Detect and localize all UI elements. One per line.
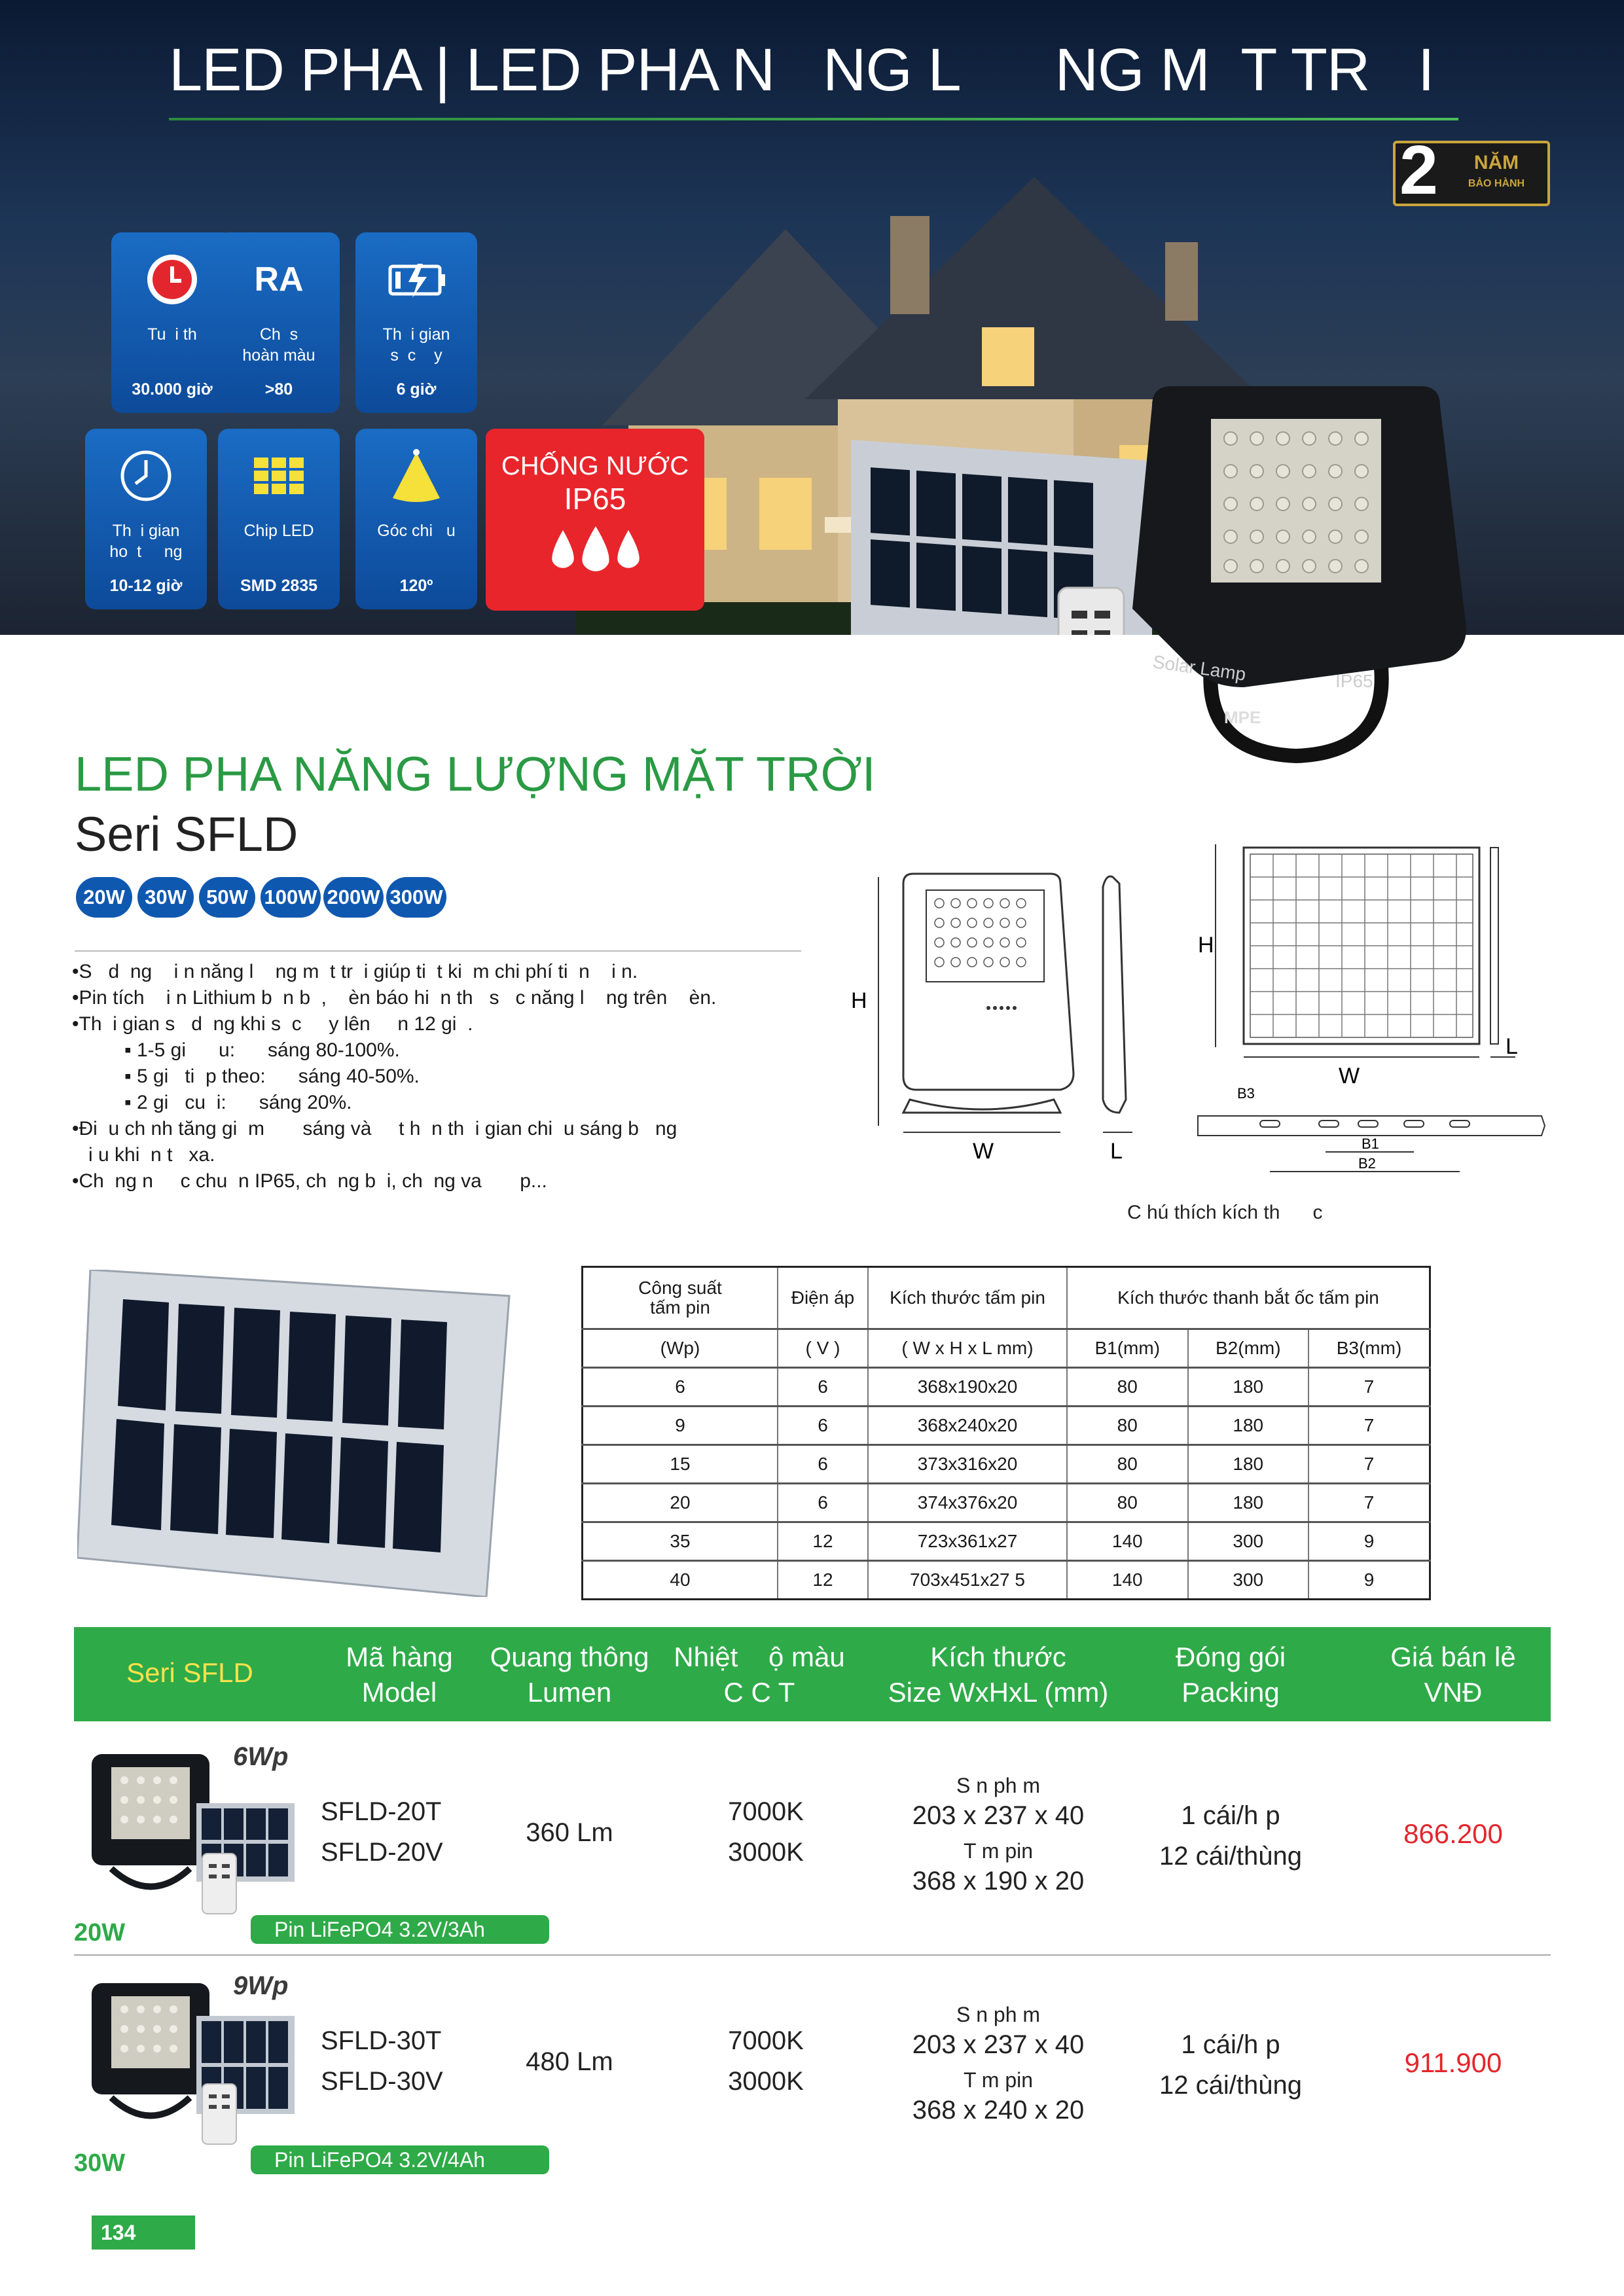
led-chip-icon [246, 443, 312, 509]
cct-value: 3000K [728, 2067, 804, 2096]
header-lumen [478, 1640, 661, 1710]
header-vi: Quang thông [490, 1641, 649, 1672]
warranty-number: 2 [1399, 132, 1438, 209]
cell: 6 [583, 1368, 778, 1407]
waterproof-code: IP65 [564, 482, 626, 516]
packing-box: 1 cái/h p [1181, 2030, 1280, 2059]
table-units-row [583, 1329, 1430, 1368]
unit-cell: ( V ) [778, 1329, 868, 1368]
size-product-label: S n ph m [956, 2003, 1041, 2026]
unit-cell: B3(mm) [1308, 1329, 1430, 1368]
lamp-rating: IP65 [1335, 671, 1373, 691]
cct-value: 7000K [728, 2026, 804, 2055]
feature-item: •Th i gian s d ng khi s c y lên n 12 gi . [72, 1013, 473, 1035]
feature-value: SMD 2835 [240, 577, 318, 595]
header-en: Lumen [527, 1677, 612, 1708]
feature-value: 120º [399, 577, 433, 595]
panel-dimension-diagram [1188, 838, 1574, 1191]
dim-label-w: W [1339, 1064, 1360, 1088]
feature-label: Ch s hoàn màu [242, 325, 316, 365]
header-packing [1139, 1640, 1322, 1710]
dim-label-b3: B3 [1237, 1085, 1255, 1102]
cell: 6 [778, 1407, 868, 1445]
table-row [583, 1522, 1430, 1561]
feature-subitem: ▪ 5 gi ti p theo: sáng 40-50%. [124, 1066, 420, 1087]
packing-box: 1 cái/h p [1181, 1801, 1280, 1830]
header-en: C C T [723, 1677, 795, 1708]
dim-label-h: H [851, 988, 867, 1013]
header-cct [661, 1640, 857, 1710]
warranty-label: NĂM [1473, 152, 1519, 173]
dim-label-w: W [973, 1139, 994, 1164]
model-code: SFLD-20V [321, 1838, 443, 1867]
table-row [583, 1561, 1430, 1600]
wattage-pill: 100W [261, 877, 321, 918]
cell: 7 [1308, 1407, 1430, 1445]
cell: 80 [1067, 1445, 1188, 1484]
feature-subitem: ▪ 2 gi cu i: sáng 20%. [124, 1092, 352, 1113]
floodlight-image [1113, 380, 1479, 766]
unit-cell: ( W x H x L mm) [868, 1329, 1067, 1368]
unit-cell: (Wp) [583, 1329, 778, 1368]
cell: 180 [1188, 1484, 1309, 1522]
table-row [583, 1484, 1430, 1522]
dim-label-b1: B1 [1362, 1136, 1379, 1152]
ra-icon: RA [254, 260, 304, 298]
packing-carton: 12 cái/thùng [1159, 2071, 1302, 2100]
cell: 300 [1188, 1522, 1309, 1561]
beam-angle-icon [384, 443, 449, 509]
waterproof-title: CHỐNG NƯỚC [501, 452, 689, 480]
page-title: LED PHA | LED PHA N NG L NG M T TR I [169, 37, 1434, 103]
size-product: 203 x 237 x 40 [912, 1801, 1085, 1830]
feature-value: >80 [264, 380, 293, 399]
cell: 6 [778, 1484, 868, 1522]
feature-item: •Đi u ch nh tăng gi m sáng và t h n th i gian chi u sáng b ng [72, 1118, 677, 1139]
cell: 20 [583, 1484, 778, 1522]
lumen-value: 480 Lm [526, 2047, 613, 2076]
battery-label: Pin LiFePO4 3.2V/4Ah [251, 2145, 549, 2174]
wattage-pill: 20W [76, 877, 132, 918]
cell: 140 [1067, 1561, 1188, 1600]
lumen-value: 360 Lm [526, 1818, 613, 1847]
model-code: SFLD-30T [321, 2026, 442, 2055]
table-row [583, 1407, 1430, 1445]
cell: 12 [778, 1561, 868, 1600]
cell: 368x240x20 [868, 1407, 1067, 1445]
cell: 374x376x20 [868, 1484, 1067, 1522]
cell: 368x190x20 [868, 1368, 1067, 1407]
dim-label-l: L [1506, 1034, 1518, 1059]
feature-label: Chip LED [244, 522, 314, 540]
lamp-wattage: 20W [74, 1919, 126, 1946]
dim-label-b2: B2 [1358, 1155, 1376, 1172]
feature-item: •Pin tích i n Lithium b n b , èn báo hi n th s c năng l ng trên èn. [72, 987, 717, 1009]
timer-icon [113, 443, 179, 509]
cell: 373x316x20 [868, 1445, 1067, 1484]
feature-list [72, 959, 805, 1194]
cell: 15 [583, 1445, 778, 1484]
wattage-pill: 300W [386, 877, 446, 918]
header-en: VNĐ [1424, 1677, 1483, 1708]
cell: 140 [1067, 1522, 1188, 1561]
model-code: SFLD-30V [321, 2067, 443, 2096]
cell: 6 [778, 1445, 868, 1484]
cell: 180 [1188, 1445, 1309, 1484]
cell: 180 [1188, 1407, 1309, 1445]
panel-wattage: 9Wp [233, 1971, 289, 2000]
header-voltage: Điện áp [778, 1267, 868, 1329]
wattage-pill: 30W [137, 877, 194, 918]
header-size: Kích thước tấm pin [868, 1267, 1067, 1329]
price-series-label: Seri SFLD [126, 1657, 253, 1688]
cell: 35 [583, 1522, 778, 1561]
diagram-caption: C hú thích kích th c [1127, 1202, 1323, 1223]
cell: 40 [583, 1561, 778, 1600]
cell: 300 [1188, 1561, 1309, 1600]
feature-item: i u khi n t xa. [72, 1144, 215, 1166]
wattage-pill: 200W [323, 877, 384, 918]
lamp-wattage: 30W [74, 2149, 126, 2177]
header-vi: Mã hàng [346, 1641, 453, 1672]
cell: 9 [1308, 1522, 1430, 1561]
cell: 723x361x27 [868, 1522, 1067, 1561]
header-en: Size WxHxL (mm) [888, 1677, 1109, 1708]
panel-spec-table [581, 1266, 1431, 1600]
divider [75, 950, 801, 952]
feature-label: Tu i th [147, 325, 197, 344]
cell: 9 [1308, 1561, 1430, 1600]
battery-charge-icon [384, 247, 449, 312]
size-panel-label: T m pin [963, 1839, 1034, 1863]
cct-value: 3000K [728, 1838, 804, 1867]
title-underline [169, 118, 1458, 120]
size-panel: 368 x 240 x 20 [912, 2096, 1085, 2125]
header-en: Packing [1182, 1677, 1280, 1708]
wattage-pill: 50W [199, 877, 255, 918]
series-name: Seri SFLD [75, 807, 298, 861]
feature-label: Th i gian ho t ng [109, 522, 183, 561]
warranty-sub: BẢO HÀNH [1468, 178, 1525, 189]
unit-cell: B2(mm) [1188, 1329, 1309, 1368]
panel-wattage: 6Wp [233, 1742, 289, 1771]
feature-item: •S d ng i n năng l ng m t tr i giúp ti t ki m chi phí ti n i n. [72, 961, 638, 982]
cell: 7 [1308, 1484, 1430, 1522]
unit-cell: B1(mm) [1067, 1329, 1188, 1368]
table-row [583, 1445, 1430, 1484]
table-header-row [583, 1267, 1430, 1329]
cell: 9 [583, 1407, 778, 1445]
cell: 80 [1067, 1407, 1188, 1445]
feature-card-chip [218, 429, 340, 609]
header-vi: Đóng gói [1175, 1641, 1286, 1672]
price-value: 866.200 [1403, 1818, 1503, 1849]
lamp-brand: MPE [1224, 708, 1261, 727]
feature-card-beam-angle [355, 429, 477, 609]
cell: 7 [1308, 1368, 1430, 1407]
header-price [1362, 1640, 1545, 1710]
feature-card-runtime [85, 429, 207, 609]
feature-label: Th i gian s c y [382, 325, 450, 365]
solar-panel-photo [77, 1270, 535, 1597]
feature-card-lifespan [111, 232, 233, 413]
row-divider [74, 1954, 1551, 1956]
header-en: Model [361, 1677, 437, 1708]
cell: 80 [1067, 1368, 1188, 1407]
dim-label-l: L [1110, 1139, 1123, 1164]
size-product: 203 x 237 x 40 [912, 2030, 1085, 2059]
product-title: LED PHA NĂNG LƯỢNG MẶT TRỜI [75, 747, 876, 801]
page-number: 134 [92, 2215, 195, 2250]
cell: 6 [778, 1368, 868, 1407]
lamp-label: Solar Lamp [1151, 651, 1248, 685]
header-bracket: Kích thước thanh bắt ốc tấm pin [1067, 1267, 1430, 1329]
feature-subitem: ▪ 1-5 gi u: sáng 80-100%. [124, 1039, 400, 1061]
battery-label: Pin LiFePO4 3.2V/3Ah [251, 1915, 549, 1944]
feature-label: Góc chi u [377, 522, 456, 540]
feature-value: 30.000 giờ [132, 380, 213, 399]
cell: 180 [1188, 1368, 1309, 1407]
feature-card-charge-time [355, 232, 477, 413]
cell: 7 [1308, 1445, 1430, 1484]
packing-carton: 12 cái/thùng [1159, 1842, 1302, 1871]
feature-value: 6 giờ [396, 380, 437, 399]
cell: 80 [1067, 1484, 1188, 1522]
model-code: SFLD-20T [321, 1797, 442, 1826]
header-vi: Nhiệt ộ màu [674, 1641, 845, 1672]
price-value: 911.900 [1404, 2047, 1502, 2078]
cct-value: 7000K [728, 1797, 804, 1826]
cell: 12 [778, 1522, 868, 1561]
header-vi: Giá bán lẻ [1390, 1641, 1516, 1672]
table-row [583, 1368, 1430, 1407]
lamp-dimension-diagram [844, 851, 1146, 1165]
product-thumb-remote [200, 2081, 239, 2147]
feature-value: 10-12 giờ [109, 577, 183, 595]
header-vi: Kích thước [930, 1641, 1066, 1672]
feature-card-cri [218, 232, 340, 413]
header-power: Công suất tấm pin [583, 1267, 778, 1329]
header-size [871, 1640, 1126, 1710]
size-panel: 368 x 190 x 20 [912, 1867, 1085, 1895]
product-thumb-remote [200, 1851, 239, 1916]
dim-label-h: H [1198, 933, 1214, 958]
size-product-label: S n ph m [956, 1774, 1041, 1797]
clock-icon [139, 247, 205, 312]
cell: 703x451x27 5 [868, 1561, 1067, 1600]
water-drops-icon [543, 524, 648, 576]
header-model [308, 1640, 491, 1710]
size-panel-label: T m pin [963, 2068, 1034, 2092]
feature-item: •Ch ng n c chu n IP65, ch ng b i, ch ng va p... [72, 1170, 547, 1192]
